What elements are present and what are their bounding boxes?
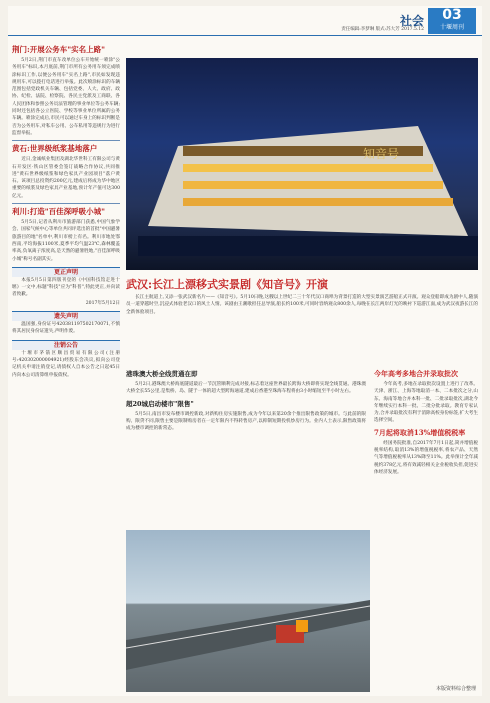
article-body: 今年高考,多地在录取批次设置上进行了改革。天津、浙江、上海等地取消一本、二本批次之分,山东、海南等地合并本科一批、二批录取批次,湖北今年继续实行本科一批、二批分批录取。教育专家认为,合并录取批次有利于消除高校身份标签,扩大考生选择空间。 (374, 382, 478, 424)
bridge-illustration (126, 530, 370, 692)
article-body: 近日,金诚纸业集团及湖北华世科工有限公司与黄石开发区·铁山区管委会签订战略合作协议,共同推进"黄石世界级纸浆和绿色家具产业园项目"落户黄石。该项目总投资约200亿元,建成后将成为华中地区重要的纸浆及绿色家具产业基地,预计年产值可达300亿元。 (12, 157, 120, 199)
editor-credits: 责任编辑:李梦琳 版式:苏大芳 2017.5.12 (341, 27, 424, 32)
page-number-badge (428, 8, 476, 34)
notice-body: 温国强,身份证号420381197502170071,不慎将其居民身份证遗失,声明作废。 (12, 322, 120, 335)
article-body: 5月5日,南昌市发布楼市调控新政,对新购住房实施限售,成为今年以来第20余个推出限售政策的城市。与此前的限购、限贷不同,限售主要是限制购房者在一定年限内不得转售房产,以抑制短期投机炒房行为。业内人士表示,限售政策将成为楼市调控的新常态。 (126, 411, 366, 432)
right-column (374, 366, 478, 686)
notice-heading: 注销公告 (12, 340, 120, 350)
article-title: 港珠澳大桥全线贯通在即 (126, 370, 198, 378)
notice-body: 十堰市茅箭区顺昌贸易有限公司(注册号:420302000004921)经股东会决议,拟向公司登记机关申请注销登记,请债权人自本公告之日起45日内向本公司清算组申报债权。 (12, 350, 120, 378)
article-title: 利川:打造"百佳深呼吸小城" (12, 207, 106, 217)
middle-column (126, 366, 366, 526)
feature-body (126, 294, 478, 364)
page-number: 03 (442, 7, 462, 23)
notice-body: 本报5月5日第四版刊登的《中国科技馆走进十堰》一文中,标题"科技"应为"科普",特此更正,并向读者致歉。 (12, 277, 120, 298)
article-body: 5月5日,记者从利川市旅游部门获悉,中国气象学会、国家气候中心等单位共同评选出的首批"中国避暑旅游目的地"名单中,利川市榜上有名。利川市地处鄂西南,平均海拔1100米,夏季平均气温23℃,森林覆盖率高,负氧离子浓度高,是天然的避暑胜地,"百佳深呼吸小城"称号名副其实。 (12, 220, 120, 262)
article-body: 经国务院批准,自2017年7月1日起,简并增值税税率结构,取消13%的增值税税率,将农产品、天然气等增值税税率从13%降至11%。此举预计全年减税约378亿元,将有效减轻相关企业税收负担,促进实体经济发展。 (374, 440, 478, 475)
notice-date: 2017年5月12日 (85, 300, 120, 306)
divider (12, 140, 120, 141)
page-footer: 本版资料综合整理 (435, 686, 476, 692)
weekly-name: 十堰周刊 (439, 24, 464, 31)
section-name: 社会 (399, 14, 424, 28)
newspaper-page (8, 6, 482, 696)
article-body: 5月2日,港珠澳大桥海底隧道最后一节沉管顺利完成对接,标志着这座世界最长跨海大桥即将实现全线贯通。港珠澳大桥全长55公里,是集桥、岛、隧于一体的超大型跨海通道,建成后香港至珠海车程将由3小时缩短至半小时左右。 (126, 382, 366, 395)
bridge-photo (126, 530, 370, 692)
page-header (8, 6, 482, 36)
notice-heading: 更正声明 (12, 267, 120, 277)
ship-illustration (138, 86, 478, 256)
ship-name: 知音号 (363, 147, 400, 161)
article-title: 今年高考多地合并录取批次 (374, 369, 458, 378)
article-title: 7月起将取消13%增值税税率 (374, 427, 466, 437)
notice-heading: 遗失声明 (12, 311, 120, 321)
article-title: 黄石:世界级纸浆基地落户 (12, 144, 98, 154)
feature-text: 长江主航道上,又添一张武汉新名片——《知音号》。5月10日晚,这艘以上世纪二三十年代汉口商埠为背景打造的大型实景演艺游船正式开演。观众登船即成为剧中人,随演员一道穿越时空,沉浸式体验老汉口的风土人情。该剧由王潮歌担任总导演,船长约100米,可同时容纳观众800余人,每晚在长江两岸灯光的映衬下巡游江面,成为武汉夜游长江的全新体验项目。 (126, 295, 478, 315)
cruise-ship-photo (126, 58, 478, 270)
divider (12, 203, 120, 204)
article-title: 超20城启动楼市"限售" (126, 399, 194, 408)
article-body: 5月2日,荆门市直车改单位公车开始统一喷涂"公务用车"标识,本月底前,荆门市所有公务用车须完成喷涂标识工作,以便公务用车"实名上路",市民如发现违规用车,可以拨打电话进行举报。此次喷涂标识的车辆范围包括党政机关车辆、包括党委、人大、政府、政协、纪检、法院、检察院、各民主党派及工商联、各人民团体和参照公务员法管理的事业单位等公务车辆;同时还包括各公立医院、学校等事业单位所属的公务车辆。喷涂完成后,市民可以通过车身上的标识判断是否为公务用车,对私车公用、公车私用等违规行为进行监督举报。 (12, 58, 120, 136)
article-title: 荆门:开展公务车"实名上路" (12, 45, 106, 54)
feature-title: 武汉:长江上漂移式实景剧《知音号》开演 (126, 278, 329, 291)
left-column (12, 42, 120, 692)
